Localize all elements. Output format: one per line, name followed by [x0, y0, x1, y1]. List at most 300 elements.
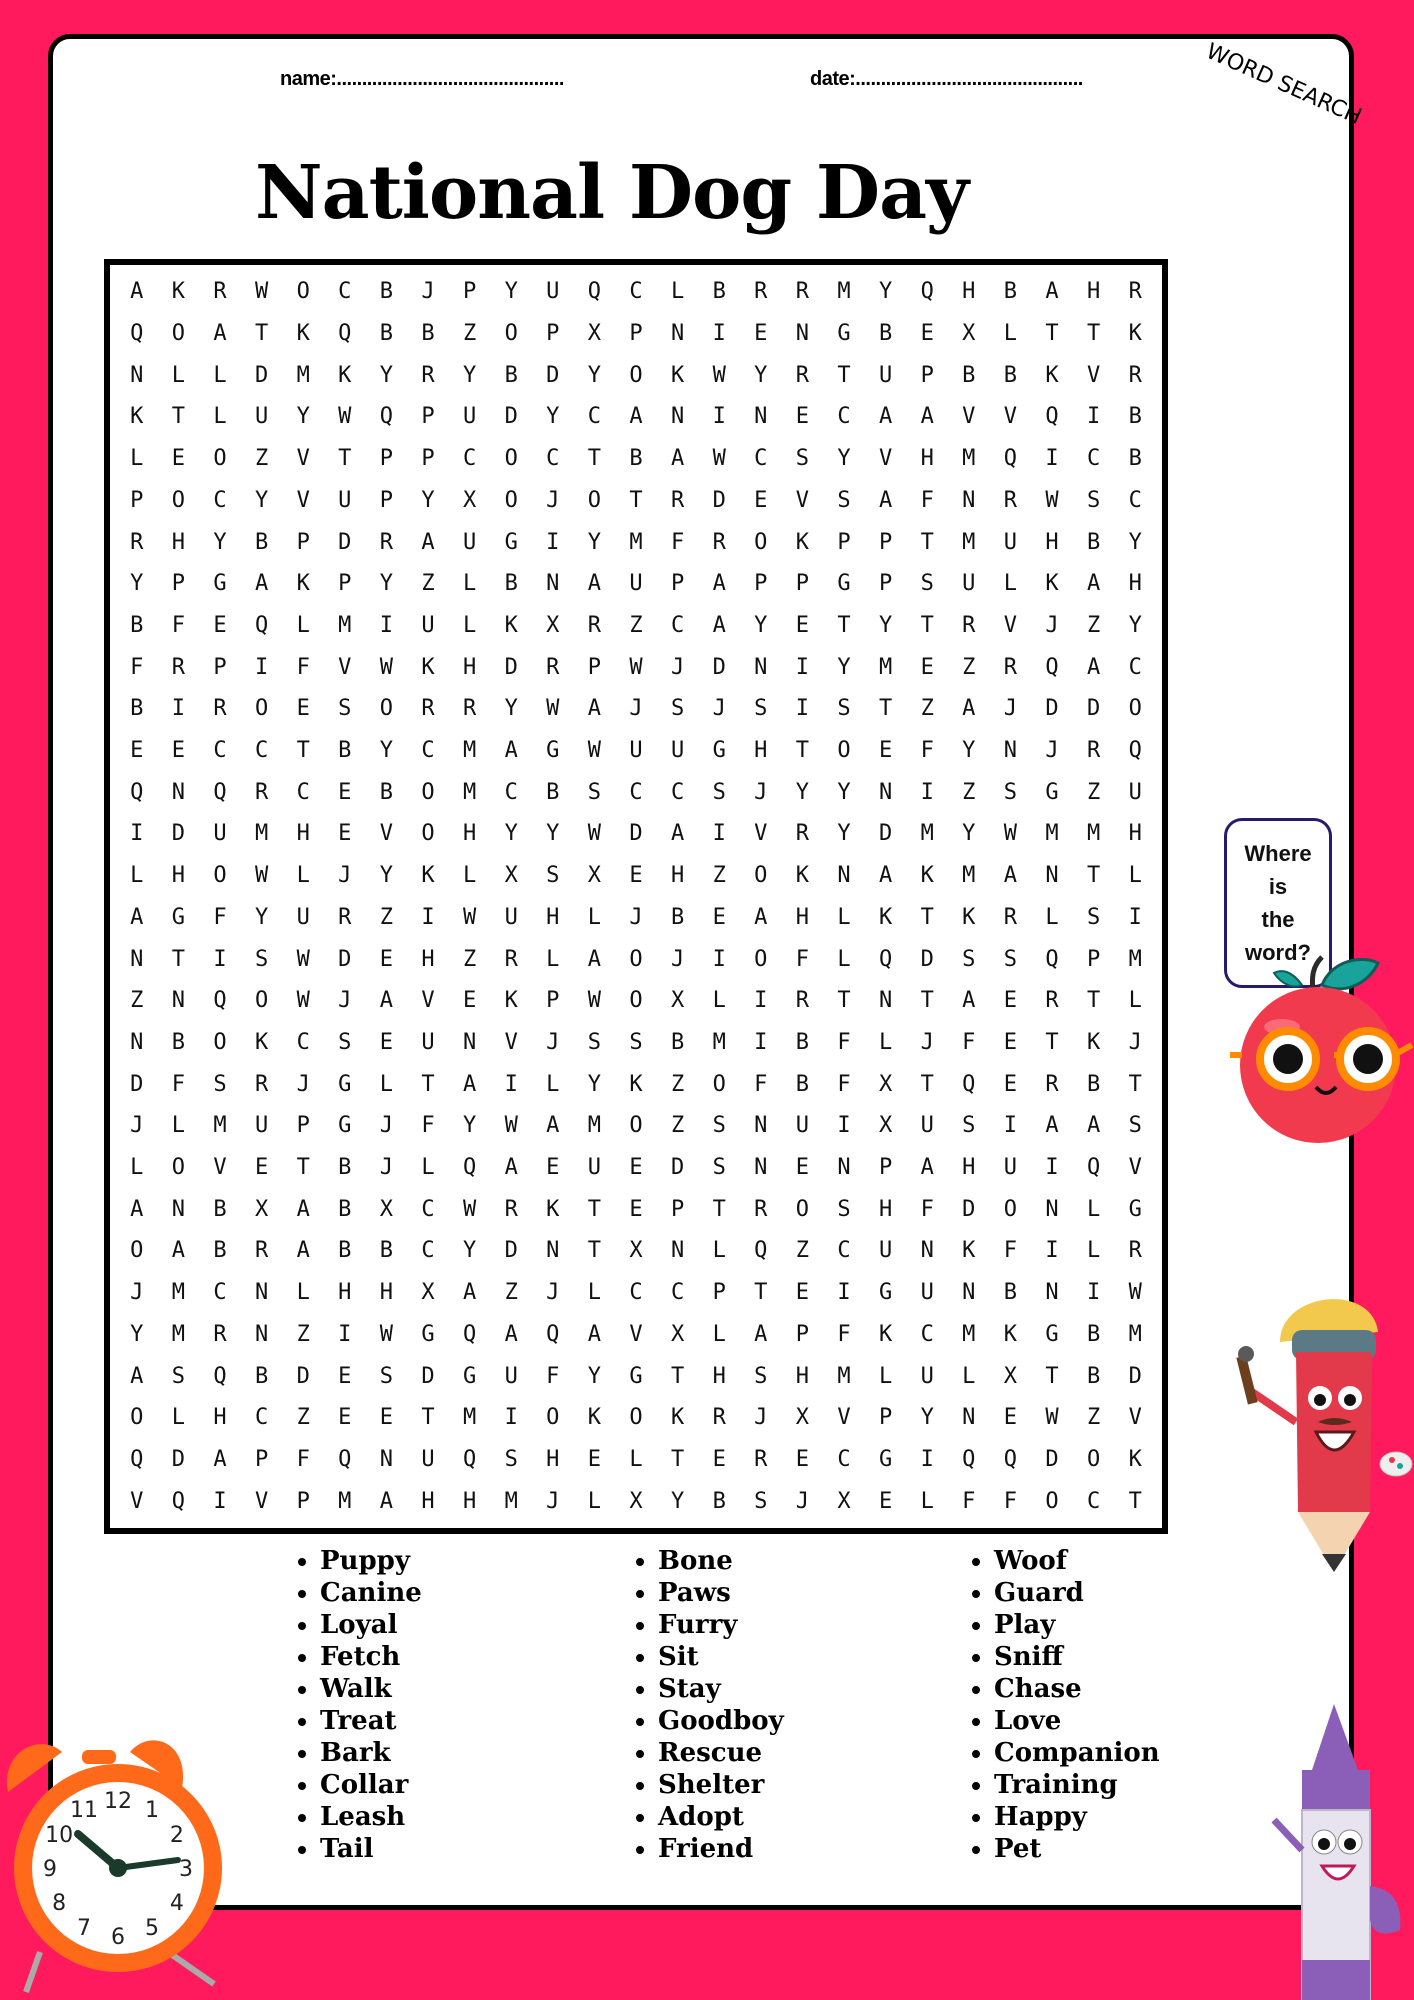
grid-letter[interactable]: C: [338, 279, 352, 305]
grid-letter[interactable]: L: [920, 1488, 934, 1514]
grid-letter[interactable]: R: [462, 696, 477, 722]
grid-letter[interactable]: N: [1045, 1280, 1059, 1306]
grid-letter[interactable]: J: [338, 988, 352, 1014]
grid-letter[interactable]: R: [1128, 362, 1142, 388]
grid-letter[interactable]: O: [171, 321, 186, 347]
grid-letter[interactable]: J: [795, 1488, 810, 1514]
grid-letter[interactable]: Y: [670, 1488, 685, 1514]
grid-letter[interactable]: D: [1086, 696, 1101, 722]
grid-letter[interactable]: U: [962, 571, 976, 597]
grid-letter[interactable]: O: [421, 821, 435, 847]
grid-letter[interactable]: E: [629, 1196, 643, 1222]
grid-letter[interactable]: L: [1003, 571, 1018, 597]
grid-letter[interactable]: J: [546, 1029, 560, 1055]
grid-letter[interactable]: E: [795, 1446, 810, 1472]
grid-letter[interactable]: B: [130, 612, 144, 638]
grid-letter[interactable]: O: [1128, 696, 1142, 722]
grid-letter[interactable]: Q: [587, 279, 602, 305]
grid-letter[interactable]: F: [837, 1071, 851, 1097]
grid-letter[interactable]: P: [795, 571, 810, 597]
grid-letter[interactable]: M: [254, 821, 269, 847]
grid-letter[interactable]: Q: [1045, 946, 1059, 972]
grid-letter[interactable]: J: [379, 1113, 394, 1139]
grid-letter[interactable]: Y: [587, 1071, 602, 1097]
grid-letter[interactable]: E: [1003, 1029, 1018, 1055]
grid-letter[interactable]: S: [1086, 487, 1101, 513]
grid-letter[interactable]: O: [421, 779, 435, 805]
grid-letter[interactable]: H: [1086, 279, 1101, 305]
grid-letter[interactable]: Z: [670, 1071, 685, 1097]
grid-letter[interactable]: O: [629, 1405, 643, 1431]
grid-letter[interactable]: E: [379, 1029, 394, 1055]
grid-letter[interactable]: P: [670, 1196, 685, 1222]
grid-letter[interactable]: V: [254, 1488, 269, 1514]
grid-letter[interactable]: W: [1045, 487, 1059, 513]
grid-letter[interactable]: Y: [254, 487, 269, 513]
grid-letter[interactable]: I: [1045, 1155, 1059, 1181]
grid-letter[interactable]: Q: [213, 1363, 227, 1389]
grid-letter[interactable]: J: [379, 1155, 394, 1181]
grid-letter[interactable]: X: [878, 1071, 893, 1097]
grid-letter[interactable]: F: [962, 1029, 976, 1055]
grid-letter[interactable]: R: [421, 362, 435, 388]
grid-letter[interactable]: A: [712, 612, 726, 638]
grid-letter[interactable]: P: [837, 529, 851, 555]
grid-letter[interactable]: M: [712, 1029, 726, 1055]
grid-letter[interactable]: T: [254, 321, 269, 347]
grid-letter[interactable]: R: [130, 529, 144, 555]
grid-letter[interactable]: T: [296, 738, 310, 764]
grid-letter[interactable]: C: [629, 279, 643, 305]
grid-letter[interactable]: I: [754, 1029, 768, 1055]
grid-letter[interactable]: I: [837, 1280, 851, 1306]
grid-letter[interactable]: O: [1045, 1488, 1059, 1514]
grid-letter[interactable]: I: [795, 654, 810, 680]
grid-letter[interactable]: C: [421, 738, 435, 764]
grid-letter[interactable]: T: [296, 1155, 310, 1181]
grid-letter[interactable]: H: [379, 1280, 394, 1306]
grid-letter[interactable]: T: [338, 446, 352, 472]
grid-letter[interactable]: R: [1045, 988, 1059, 1014]
grid-letter[interactable]: W: [462, 904, 477, 930]
grid-letter[interactable]: D: [920, 946, 934, 972]
grid-letter[interactable]: Z: [962, 654, 976, 680]
grid-letter[interactable]: A: [878, 404, 893, 430]
grid-letter[interactable]: Q: [213, 779, 227, 805]
grid-letter[interactable]: L: [1003, 321, 1018, 347]
grid-letter[interactable]: F: [421, 1113, 435, 1139]
grid-letter[interactable]: O: [546, 1405, 560, 1431]
grid-letter[interactable]: C: [462, 446, 477, 472]
grid-letter[interactable]: S: [587, 1029, 602, 1055]
grid-letter[interactable]: Y: [379, 738, 394, 764]
grid-letter[interactable]: E: [379, 946, 394, 972]
grid-letter[interactable]: K: [1128, 321, 1142, 347]
grid-letter[interactable]: S: [837, 1196, 851, 1222]
grid-letter[interactable]: R: [1003, 654, 1018, 680]
grid-letter[interactable]: O: [254, 696, 269, 722]
grid-letter[interactable]: X: [379, 1196, 394, 1222]
grid-letter[interactable]: Y: [504, 279, 518, 305]
grid-letter[interactable]: R: [546, 654, 560, 680]
grid-letter[interactable]: A: [754, 904, 768, 930]
grid-letter[interactable]: Q: [1003, 1446, 1018, 1472]
grid-letter[interactable]: L: [213, 362, 227, 388]
grid-letter[interactable]: E: [338, 1405, 352, 1431]
grid-letter[interactable]: O: [837, 738, 851, 764]
grid-letter[interactable]: X: [504, 863, 518, 889]
grid-letter[interactable]: S: [504, 1446, 518, 1472]
grid-letter[interactable]: K: [1003, 1321, 1018, 1347]
grid-letter[interactable]: Y: [587, 362, 602, 388]
grid-letter[interactable]: G: [171, 904, 186, 930]
grid-letter[interactable]: S: [795, 446, 810, 472]
grid-letter[interactable]: B: [1086, 1071, 1101, 1097]
grid-letter[interactable]: K: [546, 1196, 560, 1222]
grid-letter[interactable]: E: [130, 738, 144, 764]
grid-letter[interactable]: B: [379, 321, 394, 347]
grid-letter[interactable]: Y: [920, 1405, 934, 1431]
grid-letter[interactable]: B: [254, 529, 269, 555]
grid-letter[interactable]: R: [712, 529, 726, 555]
grid-letter[interactable]: C: [254, 1405, 269, 1431]
grid-letter[interactable]: U: [629, 738, 643, 764]
grid-letter[interactable]: R: [962, 612, 976, 638]
grid-letter[interactable]: V: [629, 1321, 643, 1347]
grid-letter[interactable]: K: [878, 904, 893, 930]
grid-letter[interactable]: E: [296, 696, 310, 722]
grid-letter[interactable]: N: [171, 779, 186, 805]
grid-letter[interactable]: M: [878, 654, 893, 680]
grid-letter[interactable]: Q: [254, 612, 269, 638]
grid-letter[interactable]: B: [1128, 446, 1142, 472]
grid-letter[interactable]: A: [670, 821, 685, 847]
grid-letter[interactable]: A: [670, 446, 685, 472]
grid-letter[interactable]: K: [962, 1238, 976, 1264]
grid-letter[interactable]: N: [878, 779, 893, 805]
grid-letter[interactable]: D: [421, 1363, 435, 1389]
grid-letter[interactable]: P: [296, 1488, 310, 1514]
grid-letter[interactable]: Y: [462, 362, 477, 388]
grid-letter[interactable]: N: [962, 1405, 976, 1431]
grid-letter[interactable]: B: [670, 904, 685, 930]
grid-letter[interactable]: U: [254, 1113, 269, 1139]
grid-letter[interactable]: K: [504, 612, 518, 638]
grid-letter[interactable]: Q: [1003, 446, 1018, 472]
grid-letter[interactable]: C: [837, 1446, 851, 1472]
grid-letter[interactable]: S: [1003, 946, 1018, 972]
grid-letter[interactable]: V: [213, 1155, 227, 1181]
grid-letter[interactable]: K: [795, 529, 810, 555]
grid-letter[interactable]: E: [878, 738, 893, 764]
grid-letter[interactable]: B: [1086, 529, 1101, 555]
grid-letter[interactable]: E: [795, 612, 810, 638]
grid-letter[interactable]: D: [504, 654, 518, 680]
grid-letter[interactable]: Q: [1128, 738, 1142, 764]
grid-letter[interactable]: C: [1128, 487, 1142, 513]
grid-letter[interactable]: W: [379, 654, 394, 680]
grid-letter[interactable]: P: [213, 654, 227, 680]
grid-letter[interactable]: U: [462, 404, 477, 430]
grid-letter[interactable]: X: [962, 321, 976, 347]
grid-letter[interactable]: P: [379, 446, 394, 472]
grid-letter[interactable]: P: [878, 1155, 893, 1181]
grid-letter[interactable]: C: [296, 1029, 310, 1055]
grid-letter[interactable]: Y: [213, 529, 227, 555]
grid-letter[interactable]: V: [379, 821, 394, 847]
grid-letter[interactable]: Y: [587, 529, 602, 555]
grid-letter[interactable]: Q: [338, 321, 352, 347]
grid-letter[interactable]: T: [421, 1071, 435, 1097]
grid-letter[interactable]: H: [171, 863, 186, 889]
grid-letter[interactable]: O: [130, 1238, 144, 1264]
grid-letter[interactable]: N: [379, 1446, 394, 1472]
grid-letter[interactable]: U: [338, 487, 352, 513]
grid-letter[interactable]: P: [712, 1280, 726, 1306]
grid-letter[interactable]: O: [629, 362, 643, 388]
grid-letter[interactable]: L: [1045, 904, 1059, 930]
grid-letter[interactable]: S: [629, 1029, 643, 1055]
grid-letter[interactable]: X: [587, 863, 602, 889]
grid-letter[interactable]: G: [421, 1321, 435, 1347]
grid-letter[interactable]: X: [254, 1196, 269, 1222]
grid-letter[interactable]: H: [1128, 571, 1142, 597]
grid-letter[interactable]: M: [338, 612, 352, 638]
grid-letter[interactable]: W: [338, 404, 352, 430]
grid-letter[interactable]: G: [878, 1446, 893, 1472]
grid-letter[interactable]: E: [379, 1405, 394, 1431]
grid-letter[interactable]: K: [421, 654, 435, 680]
grid-letter[interactable]: B: [213, 1238, 227, 1264]
grid-letter[interactable]: M: [462, 1405, 477, 1431]
grid-letter[interactable]: L: [712, 1238, 726, 1264]
grid-letter[interactable]: T: [1086, 863, 1101, 889]
grid-letter[interactable]: Q: [379, 404, 394, 430]
grid-letter[interactable]: B: [1086, 1363, 1101, 1389]
grid-letter[interactable]: A: [213, 321, 227, 347]
grid-letter[interactable]: H: [421, 946, 435, 972]
grid-letter[interactable]: C: [670, 612, 685, 638]
grid-letter[interactable]: Y: [296, 404, 310, 430]
grid-letter[interactable]: C: [213, 487, 227, 513]
grid-letter[interactable]: D: [1045, 696, 1059, 722]
grid-letter[interactable]: I: [795, 696, 810, 722]
grid-letter[interactable]: E: [587, 1446, 602, 1472]
grid-letter[interactable]: S: [379, 1363, 394, 1389]
grid-letter[interactable]: J: [546, 1488, 560, 1514]
grid-letter[interactable]: M: [171, 1280, 186, 1306]
grid-letter[interactable]: U: [795, 1113, 810, 1139]
grid-letter[interactable]: A: [462, 1071, 477, 1097]
grid-letter[interactable]: O: [213, 446, 227, 472]
grid-letter[interactable]: Y: [837, 821, 851, 847]
grid-letter[interactable]: I: [421, 904, 435, 930]
grid-letter[interactable]: G: [1045, 779, 1059, 805]
grid-letter[interactable]: O: [254, 988, 269, 1014]
grid-letter[interactable]: Z: [920, 696, 934, 722]
grid-letter[interactable]: P: [462, 279, 477, 305]
grid-letter[interactable]: W: [712, 446, 726, 472]
grid-letter[interactable]: U: [1003, 1155, 1018, 1181]
grid-letter[interactable]: S: [754, 1488, 768, 1514]
grid-letter[interactable]: A: [296, 1238, 310, 1264]
grid-letter[interactable]: T: [920, 612, 934, 638]
grid-letter[interactable]: P: [296, 1113, 310, 1139]
grid-letter[interactable]: T: [920, 529, 934, 555]
grid-letter[interactable]: Y: [1128, 612, 1142, 638]
grid-letter[interactable]: N: [670, 404, 685, 430]
grid-letter[interactable]: S: [1128, 1113, 1142, 1139]
grid-letter[interactable]: Y: [130, 571, 144, 597]
grid-letter[interactable]: G: [837, 571, 851, 597]
grid-letter[interactable]: K: [962, 904, 976, 930]
grid-letter[interactable]: Q: [1045, 654, 1059, 680]
grid-letter[interactable]: E: [338, 821, 352, 847]
grid-letter[interactable]: V: [338, 654, 352, 680]
grid-letter[interactable]: K: [171, 279, 186, 305]
grid-letter[interactable]: Z: [254, 446, 269, 472]
grid-letter[interactable]: A: [920, 404, 934, 430]
grid-letter[interactable]: A: [1086, 1113, 1101, 1139]
grid-letter[interactable]: P: [1086, 946, 1101, 972]
grid-letter[interactable]: X: [629, 1238, 643, 1264]
grid-letter[interactable]: R: [795, 821, 810, 847]
grid-letter[interactable]: G: [1045, 1321, 1059, 1347]
grid-letter[interactable]: I: [254, 654, 269, 680]
grid-letter[interactable]: Q: [171, 1488, 186, 1514]
grid-letter[interactable]: B: [171, 1029, 186, 1055]
grid-letter[interactable]: Z: [130, 988, 144, 1014]
grid-letter[interactable]: X: [421, 1280, 435, 1306]
grid-letter[interactable]: V: [1003, 612, 1018, 638]
grid-letter[interactable]: P: [254, 1446, 269, 1472]
grid-letter[interactable]: U: [546, 279, 560, 305]
grid-letter[interactable]: K: [1086, 1029, 1101, 1055]
grid-letter[interactable]: X: [546, 612, 560, 638]
grid-letter[interactable]: Y: [962, 821, 976, 847]
grid-letter[interactable]: D: [338, 529, 352, 555]
grid-letter[interactable]: E: [338, 1363, 352, 1389]
grid-letter[interactable]: Q: [130, 779, 144, 805]
grid-letter[interactable]: F: [171, 612, 186, 638]
grid-letter[interactable]: A: [130, 1363, 144, 1389]
grid-letter[interactable]: Z: [712, 863, 726, 889]
grid-letter[interactable]: N: [462, 1029, 477, 1055]
grid-letter[interactable]: N: [171, 988, 186, 1014]
grid-letter[interactable]: R: [254, 779, 269, 805]
grid-letter[interactable]: Y: [1128, 529, 1142, 555]
grid-letter[interactable]: O: [296, 279, 310, 305]
grid-letter[interactable]: L: [421, 1155, 435, 1181]
grid-letter[interactable]: J: [1045, 738, 1059, 764]
grid-letter[interactable]: B: [130, 696, 144, 722]
grid-letter[interactable]: F: [920, 1196, 934, 1222]
grid-letter[interactable]: C: [213, 1280, 227, 1306]
grid-letter[interactable]: T: [670, 1446, 685, 1472]
grid-letter[interactable]: A: [254, 571, 269, 597]
grid-letter[interactable]: L: [171, 1113, 186, 1139]
grid-letter[interactable]: I: [338, 1321, 352, 1347]
grid-letter[interactable]: J: [629, 696, 643, 722]
grid-letter[interactable]: K: [504, 988, 518, 1014]
grid-letter[interactable]: O: [629, 946, 643, 972]
grid-letter[interactable]: Y: [878, 279, 893, 305]
grid-letter[interactable]: L: [1128, 988, 1142, 1014]
grid-letter[interactable]: Y: [379, 362, 394, 388]
grid-letter[interactable]: T: [795, 738, 810, 764]
grid-letter[interactable]: J: [920, 1029, 934, 1055]
grid-letter[interactable]: N: [546, 571, 560, 597]
grid-letter[interactable]: W: [587, 988, 602, 1014]
grid-letter[interactable]: A: [1045, 1113, 1059, 1139]
grid-letter[interactable]: C: [254, 738, 269, 764]
grid-letter[interactable]: E: [920, 654, 934, 680]
grid-letter[interactable]: O: [130, 1405, 144, 1431]
grid-letter[interactable]: Q: [920, 279, 934, 305]
grid-letter[interactable]: A: [587, 696, 602, 722]
grid-letter[interactable]: W: [254, 863, 269, 889]
grid-letter[interactable]: M: [213, 1113, 227, 1139]
grid-letter[interactable]: X: [629, 1488, 643, 1514]
grid-letter[interactable]: R: [795, 362, 810, 388]
grid-letter[interactable]: R: [754, 1196, 768, 1222]
grid-letter[interactable]: C: [504, 779, 518, 805]
grid-letter[interactable]: G: [338, 1113, 352, 1139]
grid-letter[interactable]: T: [670, 1363, 685, 1389]
grid-letter[interactable]: Y: [379, 863, 394, 889]
grid-letter[interactable]: Y: [754, 612, 768, 638]
grid-letter[interactable]: O: [1086, 1446, 1101, 1472]
grid-letter[interactable]: M: [920, 821, 934, 847]
grid-letter[interactable]: R: [421, 696, 435, 722]
grid-letter[interactable]: O: [754, 946, 768, 972]
grid-letter[interactable]: J: [754, 1405, 768, 1431]
grid-letter[interactable]: R: [1045, 1071, 1059, 1097]
grid-letter[interactable]: J: [546, 1280, 560, 1306]
grid-letter[interactable]: A: [1086, 571, 1101, 597]
grid-letter[interactable]: L: [629, 1446, 643, 1472]
grid-letter[interactable]: E: [712, 1446, 726, 1472]
grid-letter[interactable]: A: [1003, 863, 1018, 889]
grid-letter[interactable]: A: [379, 988, 394, 1014]
grid-letter[interactable]: I: [712, 321, 726, 347]
grid-letter[interactable]: L: [837, 946, 851, 972]
grid-letter[interactable]: N: [670, 1238, 685, 1264]
grid-letter[interactable]: J: [546, 487, 560, 513]
grid-letter[interactable]: U: [1128, 779, 1142, 805]
grid-letter[interactable]: D: [171, 821, 186, 847]
grid-letter[interactable]: J: [670, 946, 685, 972]
grid-letter[interactable]: A: [754, 1321, 768, 1347]
grid-letter[interactable]: S: [213, 1071, 227, 1097]
grid-letter[interactable]: W: [504, 1113, 518, 1139]
grid-letter[interactable]: B: [795, 1071, 810, 1097]
grid-letter[interactable]: R: [1086, 738, 1101, 764]
grid-letter[interactable]: L: [878, 1363, 893, 1389]
grid-letter[interactable]: N: [754, 1155, 768, 1181]
grid-letter[interactable]: Q: [546, 1321, 560, 1347]
grid-letter[interactable]: W: [587, 821, 602, 847]
grid-letter[interactable]: K: [629, 1071, 643, 1097]
grid-letter[interactable]: A: [421, 529, 435, 555]
grid-letter[interactable]: E: [1003, 1405, 1018, 1431]
grid-letter[interactable]: H: [795, 904, 810, 930]
grid-letter[interactable]: R: [587, 612, 602, 638]
grid-letter[interactable]: Y: [587, 1363, 602, 1389]
grid-letter[interactable]: A: [712, 571, 726, 597]
grid-letter[interactable]: C: [1128, 654, 1142, 680]
grid-letter[interactable]: J: [1003, 696, 1018, 722]
